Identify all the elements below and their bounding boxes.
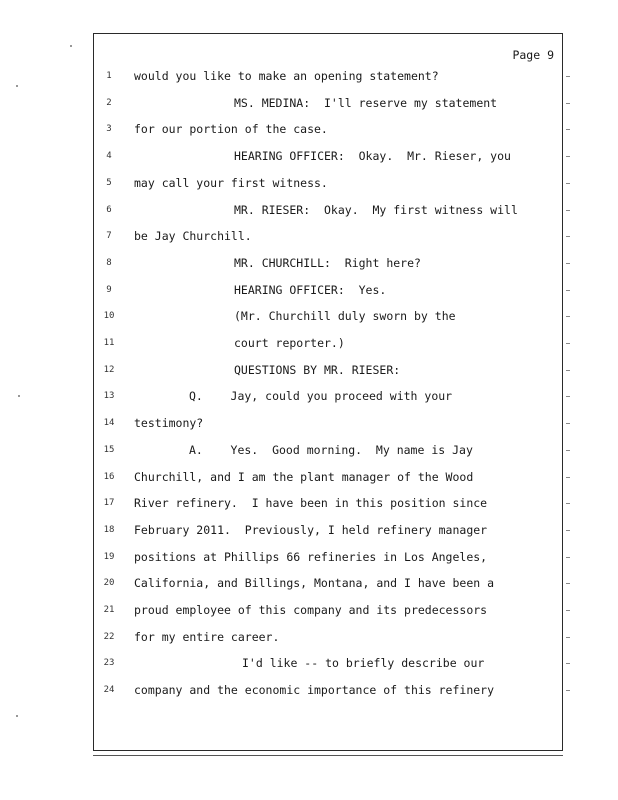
margin-tick	[566, 663, 570, 664]
margin-tick	[566, 557, 570, 558]
margin-tick	[566, 477, 570, 478]
page-number: Page 9	[512, 48, 554, 62]
line-text: February 2011. Previously, I held refinery manager	[134, 522, 488, 537]
line-number: 4	[106, 151, 112, 162]
line-text: HEARING OFFICER: Okay. Mr. Rieser, you	[234, 149, 511, 164]
line-number: 14	[103, 418, 115, 429]
line-number: 16	[103, 471, 115, 482]
line-text: court reporter.)	[234, 336, 345, 350]
transcript-line	[94, 440, 564, 460]
margin-tick	[566, 610, 570, 611]
line-number: 19	[103, 551, 115, 562]
transcript-line	[94, 306, 564, 326]
transcript-line	[94, 333, 564, 353]
transcript-line	[94, 520, 564, 540]
line-number: 12	[103, 364, 115, 375]
line-text: would you like to make an opening statement?	[134, 69, 439, 83]
margin-tick	[566, 316, 570, 317]
margin-tick	[566, 76, 570, 77]
line-text: California, and Billings, Montana, and I have been a	[134, 576, 495, 591]
transcript-line	[94, 146, 564, 166]
line-number: 18	[103, 524, 115, 535]
line-text: for our portion of the case.	[134, 122, 328, 137]
transcript-line	[94, 680, 564, 700]
transcript-line	[94, 467, 564, 487]
line-text: River refinery. I have been in this position since	[134, 496, 488, 511]
line-number: 8	[106, 257, 112, 268]
margin-tick	[566, 210, 570, 211]
transcript-line	[94, 173, 564, 193]
margin-tick	[566, 236, 570, 237]
margin-tick	[566, 343, 570, 344]
transcript-line	[94, 413, 564, 433]
margin-tick	[566, 503, 570, 504]
transcript-line	[94, 226, 564, 246]
transcript-line	[94, 66, 564, 86]
scan-speck	[70, 45, 72, 47]
line-text: MS. MEDINA: I'll reserve my statement	[234, 95, 498, 110]
line-text: HEARING OFFICER: Yes.	[234, 282, 387, 297]
line-text: Q. Jay, could you proceed with your	[189, 389, 453, 404]
line-number: 7	[106, 231, 112, 242]
transcript-line	[94, 200, 564, 220]
line-text: positions at Phillips 66 refineries in Los Angeles,	[134, 549, 488, 564]
line-text: be Jay Churchill.	[134, 229, 252, 244]
transcript-line	[94, 573, 564, 593]
line-number: 15	[103, 444, 115, 455]
line-number: 23	[103, 658, 115, 669]
line-number: 20	[103, 578, 115, 589]
transcript-line	[94, 93, 564, 113]
line-text: testimony?	[134, 416, 204, 431]
line-number: 9	[106, 284, 112, 295]
line-text: proud employee of this company and its predecessors	[134, 603, 488, 617]
margin-tick	[566, 690, 570, 691]
transcript-line	[94, 119, 564, 139]
margin-tick	[566, 450, 570, 451]
line-number: 17	[103, 498, 115, 509]
transcript-line	[94, 386, 564, 406]
line-number: 6	[106, 204, 112, 215]
line-number: 11	[103, 338, 115, 348]
line-text: for my entire career.	[134, 629, 280, 644]
transcript-line	[94, 547, 564, 567]
margin-tick	[566, 183, 570, 184]
scan-speck	[18, 395, 20, 397]
margin-tick	[566, 583, 570, 584]
line-text: QUESTIONS BY MR. RIESER:	[234, 362, 401, 377]
margin-tick	[566, 156, 570, 157]
line-text: MR. RIESER: Okay. My first witness will	[234, 202, 518, 217]
line-text: I'd like -- to briefly describe our	[242, 656, 485, 671]
transcript-line	[94, 360, 564, 380]
scan-speck	[16, 85, 18, 87]
line-number: 21	[103, 605, 115, 615]
margin-tick	[566, 263, 570, 264]
line-text: may call your first witness.	[134, 175, 328, 190]
line-number: 1	[106, 71, 112, 81]
margin-tick	[566, 530, 570, 531]
transcript-line	[94, 627, 564, 647]
margin-tick	[566, 637, 570, 638]
margin-tick	[566, 396, 570, 397]
transcript-line	[94, 253, 564, 273]
line-text: A. Yes. Good morning. My name is Jay	[189, 442, 473, 457]
margin-tick	[566, 370, 570, 371]
line-number: 10	[103, 311, 115, 322]
transcript-page-frame	[93, 33, 563, 751]
margin-tick	[566, 423, 570, 424]
line-text: company and the economic importance of this refinery	[134, 683, 495, 698]
line-number: 13	[103, 391, 115, 402]
scan-speck	[16, 715, 18, 717]
line-number: 2	[106, 97, 112, 108]
line-number: 5	[106, 177, 112, 188]
line-number: 3	[106, 124, 112, 135]
transcript-line	[94, 653, 564, 673]
line-text: Churchill, and I am the plant manager of the Wood	[134, 469, 474, 484]
margin-tick	[566, 129, 570, 130]
line-text: (Mr. Churchill duly sworn by the	[234, 309, 456, 324]
transcript-line	[94, 280, 564, 300]
margin-tick	[566, 290, 570, 291]
line-number: 22	[103, 631, 115, 642]
margin-tick	[566, 103, 570, 104]
line-text: MR. CHURCHILL: Right here?	[234, 255, 421, 270]
page-bottom-rule	[93, 755, 563, 756]
transcript-line	[94, 600, 564, 620]
transcript-line	[94, 493, 564, 513]
line-number: 24	[103, 685, 115, 696]
